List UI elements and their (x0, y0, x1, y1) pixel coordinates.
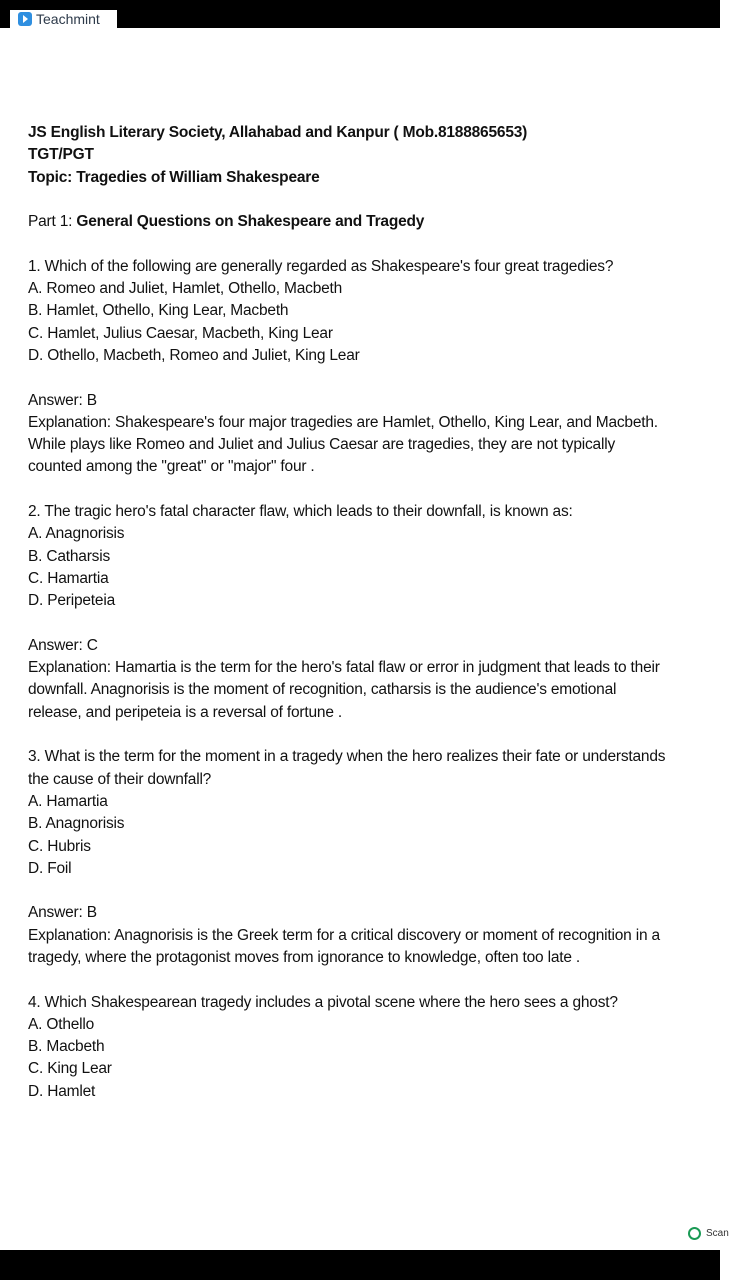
explanation-text: tragedy, where the protagonist moves from ignorance to knowledge, often too late . (28, 948, 580, 966)
answer-option: C. King Lear (28, 1060, 112, 1078)
answer-option: A. Romeo and Juliet, Hamlet, Othello, Macbeth (28, 280, 343, 298)
answer-option: B. Macbeth (28, 1038, 105, 1056)
part-title: General Questions on Shakespeare and Tragedy (76, 213, 425, 231)
question-list (28, 256, 708, 1103)
explanation-text: Explanation: Anagnorisis is the Greek term for a critical discovery or moment of recognition in a (28, 926, 660, 944)
scan-badge[interactable] (688, 1227, 729, 1240)
answer-option: B. Catharsis (28, 547, 111, 565)
answer-label: Answer: B (28, 904, 97, 922)
explanation-text: While plays like Romeo and Juliet and Julius Caesar are tragedies, they are not typically (28, 436, 616, 454)
answer-option: C. Hamartia (28, 569, 109, 587)
explanation-text: counted among the "great" or "major" four . (28, 458, 315, 476)
answer-label: Answer: C (28, 636, 98, 654)
part-heading (28, 211, 708, 233)
answer-option: D. Othello, Macbeth, Romeo and Juliet, King Lear (28, 346, 360, 364)
document-body (28, 122, 708, 1103)
top-bar (0, 0, 720, 28)
explanation-text: Explanation: Shakespeare's four major tragedies are Hamlet, Othello, King Lear, and Macbeth. (28, 413, 658, 431)
part-prefix: Part 1: (28, 213, 77, 231)
answer-label: Answer: B (28, 391, 97, 409)
teachmint-icon (18, 12, 32, 26)
brand-name: Teachmint (36, 11, 100, 27)
answer-option: A. Hamartia (28, 792, 108, 810)
answer-option: B. Hamlet, Othello, King Lear, Macbeth (28, 302, 289, 320)
answer-option: B. Anagnorisis (28, 815, 125, 833)
answer-option: D. Foil (28, 859, 72, 877)
exam-label: TGT/PGT (28, 146, 94, 164)
question-text: the cause of their downfall? (28, 770, 212, 788)
scan-label: Scan (706, 1228, 729, 1239)
question-text: 2. The tragic hero's fatal character flaw, which leads to their downfall, is known as: (28, 503, 573, 521)
explanation-text: Explanation: Hamartia is the term for the hero's fatal flaw or error in judgment that leads to their (28, 659, 660, 677)
answer-option: C. Hubris (28, 837, 91, 855)
scan-icon (688, 1227, 701, 1240)
explanation-text: downfall. Anagnorisis is the moment of recognition, catharsis is the audience's emotional (28, 681, 617, 699)
explanation-text: release, and peripeteia is a reversal of fortune . (28, 703, 342, 721)
society-title: JS English Literary Society, Allahabad and Kanpur ( Mob.8188865653) (28, 124, 528, 141)
topic-title: Topic: Tragedies of William Shakespeare (28, 168, 320, 186)
answer-option: A. Anagnorisis (28, 525, 125, 543)
answer-option: C. Hamlet, Julius Caesar, Macbeth, King Lear (28, 324, 333, 342)
question-text: 4. Which Shakespearean tragedy includes a pivotal scene where the hero sees a ghost? (28, 993, 618, 1011)
question-text: 3. What is the term for the moment in a tragedy when the hero realizes their fate or understands (28, 748, 666, 766)
question-text: 1. Which of the following are generally regarded as Shakespeare's four great tragedies? (28, 257, 614, 275)
answer-option: D. Peripeteia (28, 592, 116, 610)
answer-option: A. Othello (28, 1015, 95, 1033)
answer-option: D. Hamlet (28, 1082, 96, 1100)
teachmint-logo[interactable] (10, 10, 117, 28)
bottom-bar (0, 1250, 720, 1280)
